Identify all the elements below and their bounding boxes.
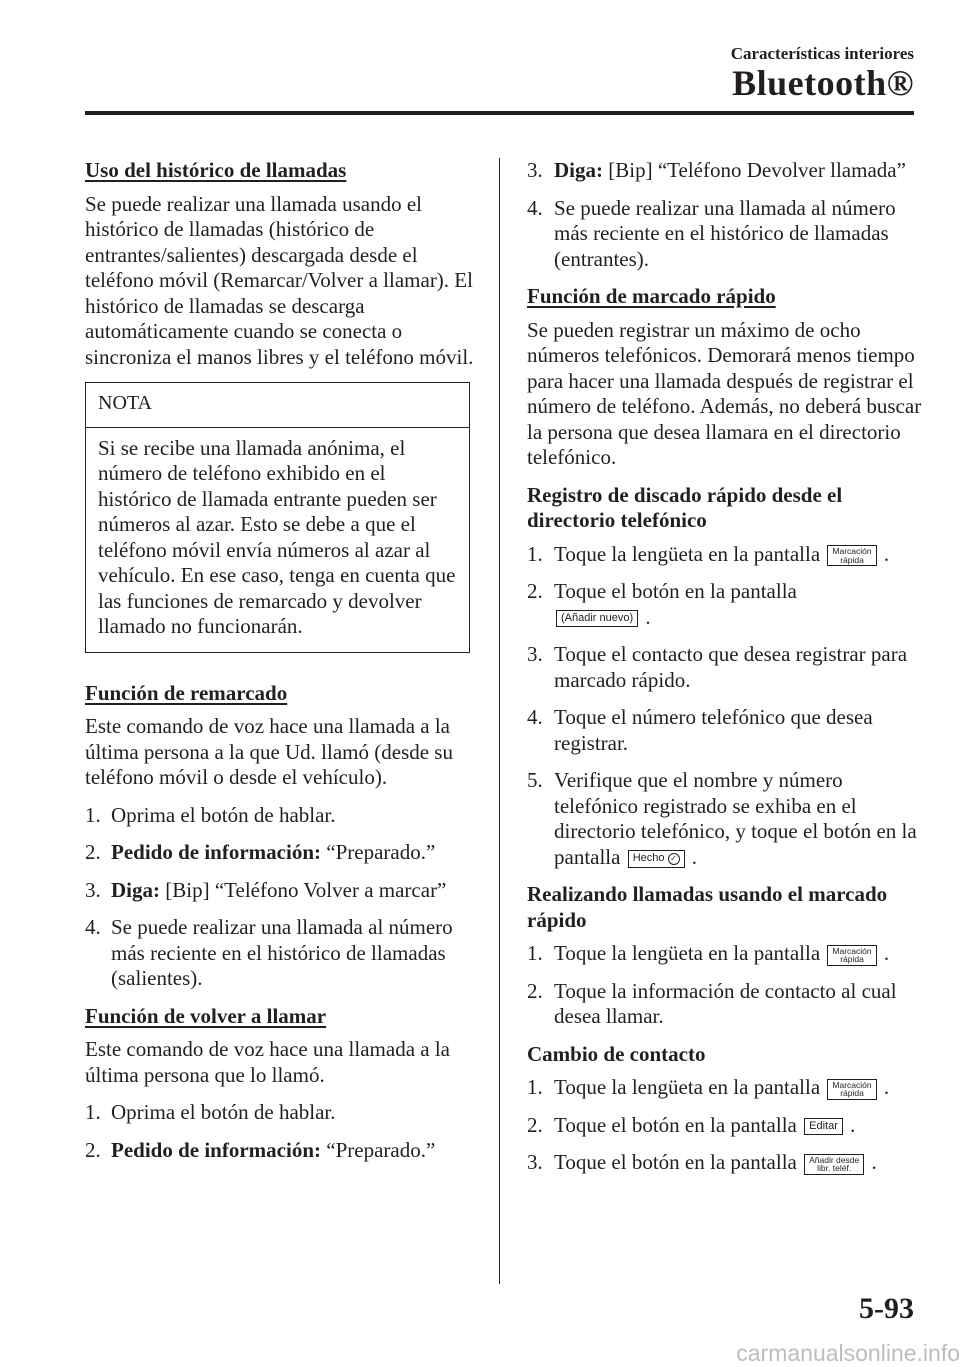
edit-button[interactable]: Editar [804,1118,843,1135]
right-column [527,158,922,1188]
paragraph-redial: Este comando de voz hace una llamada a la última persona a la que Ud. llamó (desde su teléfono móvil o desde el vehículo). [85,714,453,789]
subheading-call-speed-dial: Realizando llamadas usando el marcado rápido [527,882,888,932]
step-item: 4. Toque el número telefónico que desea registrar. [527,705,873,755]
watermark: carmanualsonline.info [736,1340,960,1366]
subheading-register-speed-dial: Registro de discado rápido desde el directorio telefónico [527,482,843,532]
done-button[interactable]: Hecho ✓ [628,850,685,868]
step-item: 1. Toque la lengüeta en la pantalla Marcación rápida . [527,941,890,965]
check-icon: ✓ [668,853,680,865]
step-item: 3. Toque el contacto que desea registrar para marcado rápido. [527,642,908,692]
paragraph-call-back: Este comando de voz hace una llamada a la última persona que lo llamó. [85,1037,450,1087]
step-item: 2. Pedido de información: “Preparado.” [85,1137,436,1162]
step-item: 1. Toque la lengüeta en la pantalla Marcación rápida . [527,541,890,566]
subheading-change-contact: Cambio de contacto [527,1041,706,1066]
step-item: 2. Pedido de información: “Preparado.” [85,840,436,864]
heading-redial: Función de remarcado [85,680,288,705]
step-item: 3. Diga: [Bip] “Teléfono Volver a marcar” [85,877,447,902]
column-divider [499,158,500,1284]
step-item: 3. Diga: [Bip] “Teléfono Devolver llamada” [527,158,906,182]
heading-speed-dial: Función de marcado rápido [527,284,776,308]
add-new-button[interactable]: (Añadir nuevo) [556,610,638,627]
add-from-phonebook-button[interactable]: Añadir desde libr. teléf. [804,1154,864,1175]
step-item: 1. Toque la lengüeta en la pantalla Marcación rápida . [527,1075,890,1099]
paragraph-speed-dial: Se pueden registrar un máximo de ocho números telefónicos. Demorará menos tiempo para hacer una llamada después de registrar el número de teléfono. Además, no deberá buscar la persona que desea llamara en el directorio telefónico. [527,317,922,469]
page-number: 5-93 [859,1292,914,1325]
left-column [85,158,475,1175]
speed-dial-tab-button[interactable]: Marcación rápida [827,1079,876,1100]
note-body: Si se recibe una llamada anónima, el número de teléfono exhibido en el histórico de llamada entrante pueden ser números al azar. Esto se debe a que el teléfono móvil envía números al azar al vehículo. En ese caso, tenga en cuenta que las funciones de remarcado y devolver llamado no funcionarán. [98,435,456,638]
step-item: 3. Toque el botón en la pantalla Añadir desde libr. teléf. . [527,1150,877,1174]
step-item: 2. Toque el botón en la pantalla (Añadir nuevo) . [527,579,797,629]
step-item: 2. Toque el botón en la pantalla Editar . [527,1112,856,1137]
note-title: NOTA [86,383,469,428]
step-item: 1. Oprima el botón de hablar. [85,802,336,827]
header-rule [85,111,914,115]
step-item: 4. Se puede realizar una llamada al número más reciente en el histórico de llamadas (salientes). [85,915,453,990]
step-item: 2. Toque la información de contacto al cual desea llamar. [527,978,897,1028]
section-subtitle: Características interiores [730,44,914,63]
paragraph-call-history: Se puede realizar una llamada usando el histórico de llamadas (histórico de entrantes/salientes) descargada desde el teléfono móvil (Remarcar/Volver a llamar). El histórico de llamadas se descarga automáticamente cuando se conecta o sincroniza el manos libres y el teléfono móvil. [85,191,474,369]
speed-dial-tab-button[interactable]: Marcación rápida [827,945,876,966]
step-item: 5. Verifique que el nombre y número telefónico registrado se exhiba en el directorio telefónico, y toque el botón en la pantalla Hecho ✓ . [527,768,917,869]
section-title: Bluetooth® [732,63,914,103]
heading-call-history: Uso del histórico de llamadas [85,158,347,182]
note-box [85,382,470,653]
step-item: 1. Oprima el botón de hablar. [85,1100,336,1124]
speed-dial-tab-button[interactable]: Marcación rápida [827,545,876,566]
heading-call-back: Función de volver a llamar [85,1003,327,1028]
step-item: 4. Se puede realizar una llamada al número más reciente en el histórico de llamadas (entrantes). [527,195,896,271]
